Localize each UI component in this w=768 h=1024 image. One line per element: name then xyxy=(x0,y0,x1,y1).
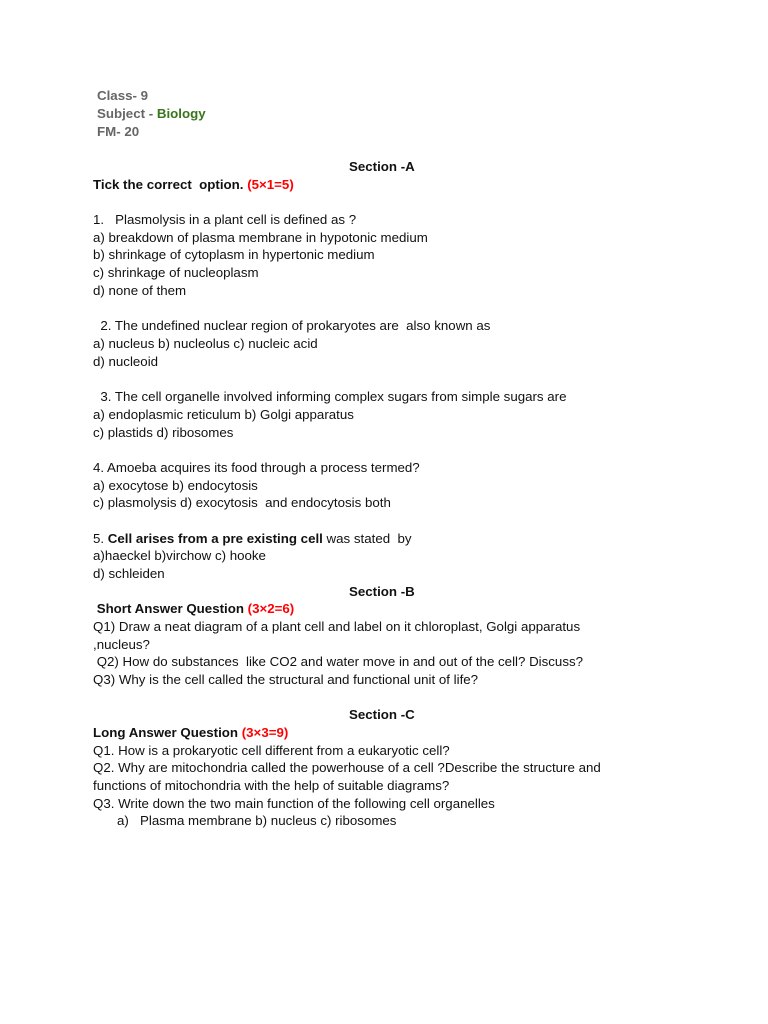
option-line: c) shrinkage of nucleoplasm xyxy=(93,265,259,280)
question-a4: 4. Amoeba acquires its food through a process termed? xyxy=(93,460,420,475)
question-c3: Q3. Write down the two main function of the following cell organelles xyxy=(93,796,495,811)
option-line: a) breakdown of plasma membrane in hypotonic medium xyxy=(93,230,428,245)
question-c2: Q2. Why are mitochondria called the powerhouse of a cell ?Describe the structure and xyxy=(93,760,601,775)
subject-label: Subject - xyxy=(97,106,157,121)
option-line: a) endoplasmic reticulum b) Golgi apparatus xyxy=(93,407,354,422)
option-line: a) nucleus b) nucleolus c) nucleic acid xyxy=(93,336,318,351)
question-b2: Q2) How do substances like CO2 and water move in and out of the cell? Discuss? xyxy=(93,654,584,669)
option-line: d) schleiden xyxy=(93,566,165,581)
instruction-text: Long Answer Question xyxy=(93,725,242,740)
question-b1-continued: ,nucleus? xyxy=(93,637,150,652)
section-a-instruction xyxy=(93,176,294,193)
section-b-title: Section -B xyxy=(349,584,415,599)
section-b-instruction xyxy=(93,600,294,617)
question-prefix: 5. xyxy=(93,531,108,546)
question-a5 xyxy=(93,530,412,547)
subject-line xyxy=(97,105,206,122)
marks-badge: (3×2=6) xyxy=(247,601,295,616)
option-line: a)haeckel b)virchow c) hooke xyxy=(93,548,266,563)
section-a-title: Section -A xyxy=(349,159,415,174)
class-label: Class- 9 xyxy=(97,88,148,103)
option-line: c) plastids d) ribosomes xyxy=(93,425,234,440)
marks-badge: (5×1=5) xyxy=(247,177,294,192)
section-c-instruction xyxy=(93,724,288,741)
option-line: b) shrinkage of cytoplasm in hypertonic medium xyxy=(93,247,375,262)
option-line: d) none of them xyxy=(93,283,187,298)
question-b1: Q1) Draw a neat diagram of a plant cell and label on it chloroplast, Golgi apparatus xyxy=(93,619,581,634)
question-b3: Q3) Why is the cell called the structural and functional unit of life? xyxy=(93,672,479,687)
instruction-text: Short Answer Question xyxy=(93,601,248,616)
question-a1: 1. Plasmolysis in a plant cell is defined as ? xyxy=(93,212,357,227)
question-c1: Q1. How is a prokaryotic cell different from a eukaryotic cell? xyxy=(93,743,450,758)
question-bold-text: Cell arises from a pre existing cell xyxy=(107,531,323,546)
question-c2-continued: functions of mitochondria with the help of suitable diagrams? xyxy=(93,778,450,793)
question-a2: 2. The undefined nuclear region of prokaryotes are also known as xyxy=(93,318,491,333)
option-line: d) nucleoid xyxy=(93,354,159,369)
option-line: c) plasmolysis d) exocytosis and endocytosis both xyxy=(93,495,391,510)
question-suffix: was stated by xyxy=(322,531,412,546)
option-line: a) exocytose b) endocytosis xyxy=(93,478,258,493)
question-c3-item-marker: a) xyxy=(117,813,129,828)
question-c3-item: Plasma membrane b) nucleus c) ribosomes xyxy=(140,813,397,828)
instruction-text: Tick the correct option. xyxy=(93,177,248,192)
full-marks-label: FM- 20 xyxy=(97,124,140,139)
section-c-title: Section -C xyxy=(349,707,415,722)
question-a3: 3. The cell organelle involved informing complex sugars from simple sugars are xyxy=(93,389,567,404)
subject-value: Biology xyxy=(156,106,206,121)
marks-badge: (3×3=9) xyxy=(241,725,289,740)
